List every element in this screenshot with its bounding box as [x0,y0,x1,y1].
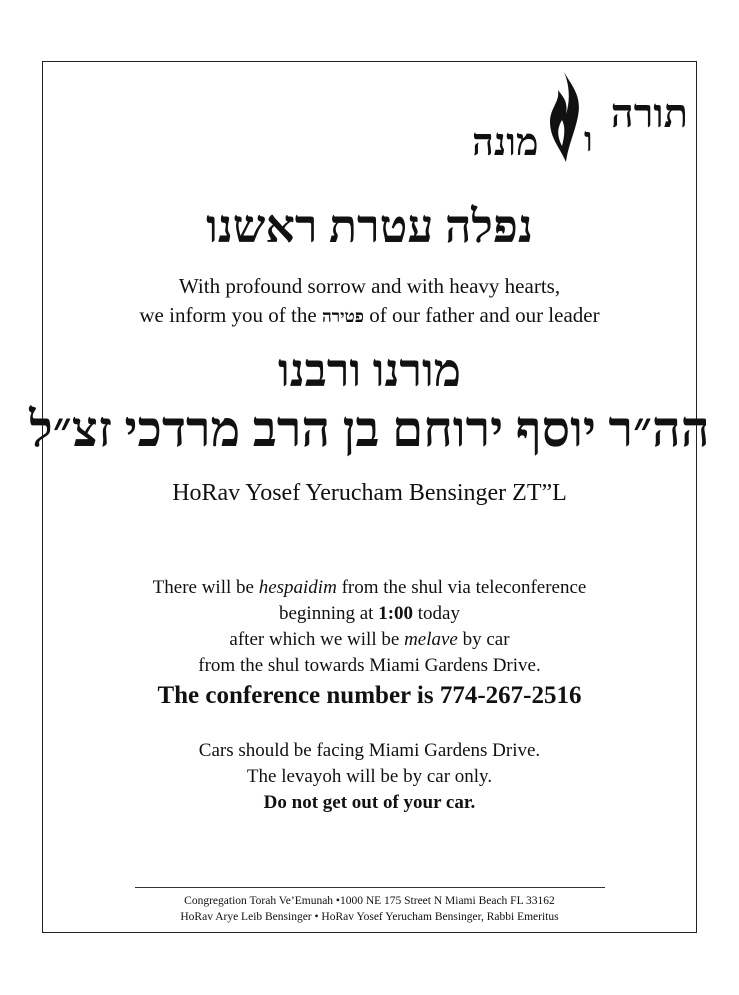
hebrew-title: מורנו ורבנו [277,345,462,396]
footer [0,893,739,925]
intro-line-1: With profound sorrow and with heavy hearts, [178,274,561,298]
flame-icon [542,72,586,164]
hebrew-headline: נפלה עטרת ראשנו [206,201,533,252]
details-line-3-italic: melave [404,629,458,650]
details-line-2 [0,601,739,627]
footer-address: Congregation Torah Ve’Emunah •1000 NE 175 Street N Miami Beach FL 33162 [184,895,555,907]
intro-text [0,272,739,331]
intro-line-2 [0,301,739,331]
cars-warning: Do not get out of your car. [263,792,476,813]
details-line-1-end: from the shul via teleconference [341,577,587,598]
details-line-1 [0,575,739,601]
hebrew-name: הה״ר יוסף ירוחם בן הרב מרדכי זצ״ל [29,401,710,457]
details-line-2-end: today [417,603,460,624]
details-line-2-start: beginning at [279,603,374,624]
logo [466,72,696,164]
english-name: HoRav Yosef Yerucham Bensinger ZT”L [172,480,567,506]
details-line-1-italic: hespaidim [258,577,337,598]
details-time: 1:00 [378,603,414,624]
details-line-1-start: There will be [152,577,254,598]
conference-number: The conference number is 774-267-2516 [157,682,582,709]
details-line-4: from the shul towards Miami Gardens Drive. [198,655,541,676]
details-line-3-start: after which we will be [229,629,400,650]
footer-divider [135,887,605,888]
logo-torah-text: תורה [610,91,688,136]
intro-line-2-start: we inform you of the [139,303,317,327]
cars-line-2: The levayoh will be by car only. [246,766,493,787]
details-line-3-end: by car [462,629,510,650]
logo-vav-text: ו [584,122,593,159]
details-block [0,575,739,679]
logo-emunah-text: מונה [472,122,539,164]
intro-hebrew-word: פטירה [321,307,365,326]
footer-rabbis: HoRav Arye Leib Bensinger • HoRav Yosef Yerucham Bensinger, Rabbi Emeritus [180,911,559,923]
intro-line-2-end: of our father and our leader [369,303,600,327]
cars-line-1: Cars should be facing Miami Gardens Drive. [198,740,541,761]
cars-block [0,738,739,816]
details-line-3 [0,627,739,653]
